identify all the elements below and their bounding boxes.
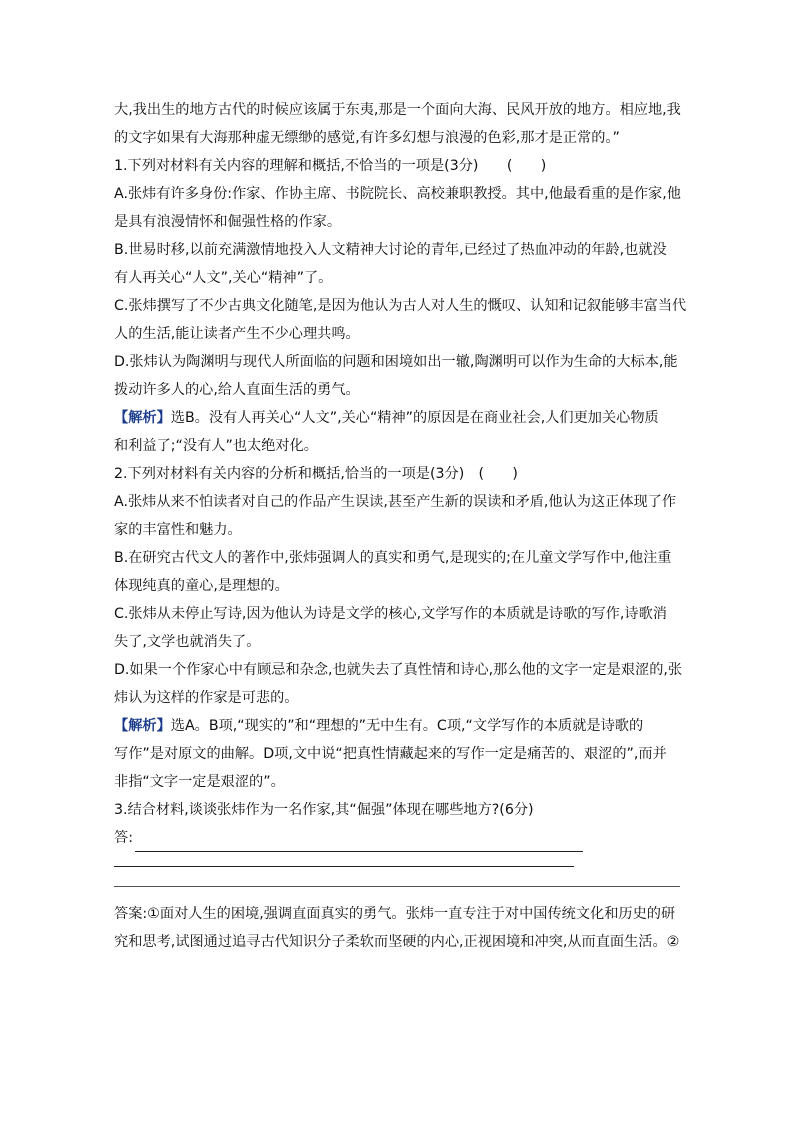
option-d-line: D.张炜认为陶渊明与现代人所面临的问题和困境如出一辙,陶渊明可以作为生命的大标本,能	[114, 354, 678, 370]
option-c-line: C.张炜撰写了不少古典文化随笔,是因为他认为古人对人生的慨叹、认知和记叙能够丰富当代	[114, 298, 687, 314]
option-d-line: D.如果一个作家心中有顾忌和杂念,也就失去了真性情和诗心,那么他的文字一定是艰涩的,张	[114, 662, 683, 678]
analysis-line: 非指“文字一定是艰涩的”。	[114, 774, 285, 790]
analysis-text: 选A。B项,“现实的”和“理想的”无中生有。C项,“文学写作的本质就是诗歌的	[170, 718, 644, 734]
option-d-line: 炜认为这样的作家是可悲的。	[114, 690, 299, 706]
option-c-line: C.张炜从未停止写诗,因为他认为诗是文学的核心,文学写作的本质就是诗歌的写作,诗歌消	[114, 606, 667, 622]
option-a-line: A.张炜有许多身份:作家、作协主席、书院院长、高校兼职教授。其中,他最看重的是作家,他	[114, 186, 681, 202]
divider-rule	[114, 886, 680, 887]
answer-label: 答案:	[114, 906, 148, 922]
analysis-label: 【解析】	[114, 718, 171, 734]
option-a-line: 家的丰富性和魅力。	[114, 522, 242, 538]
question-1-stem: 1.下列对材料有关内容的理解和概括,不恰当的一项是(3分) ( )	[114, 158, 547, 174]
analysis-line: 和利益了;“没有人”也太绝对化。	[114, 438, 318, 454]
option-c-line: 失了,文学也就消失了。	[114, 634, 261, 650]
answer-prefix: 答:	[114, 830, 133, 846]
option-b-line: 有人再关心“人文”,关心“精神”了。	[114, 270, 333, 286]
intro-line: 大,我出生的地方古代的时候应该属于东夷,那是一个面向大海、民风开放的地方。相应地,我	[114, 102, 681, 118]
analysis-line	[114, 404, 680, 432]
answer-blank-row	[114, 852, 680, 880]
intro-line: 的文字如果有大海那种虚无缥缈的感觉,有许多幻想与浪漫的色彩,那才是正常的。”	[114, 130, 620, 146]
answer-line: 究和思考,试图通过追寻古代知识分子柔软而坚硬的内心,正视困境和冲突,从而直面生活。②	[114, 934, 680, 950]
answer-blank-row	[114, 824, 680, 852]
question-2-stem: 2.下列对材料有关内容的分析和概括,恰当的一项是(3分) ( )	[114, 466, 518, 482]
option-b-line: B.世易时移,以前充满激情地投入人文精神大讨论的青年,已经过了热血冲动的年龄,也就没	[114, 242, 667, 258]
document-page	[114, 96, 687, 956]
answer-blank-line[interactable]	[135, 833, 583, 852]
option-c-line: 人的生活,能让读者产生不少心理共鸣。	[114, 326, 360, 342]
answer-blank-line[interactable]	[114, 866, 574, 867]
option-a-line: 是具有浪漫情怀和倔强性格的作家。	[114, 214, 342, 230]
option-a-line: A.张炜从来不怕读者对自己的作品产生误读,甚至产生新的误读和矛盾,他认为这正体现了作	[114, 494, 677, 510]
section-divider	[114, 880, 680, 900]
answer-line	[114, 900, 680, 928]
option-b-line: 体现纯真的童心,是理想的。	[114, 578, 289, 594]
analysis-text: 选B。没有人再关心“人文”,关心“精神”的原因是在商业社会,人们更加关心物质	[170, 410, 659, 426]
analysis-line	[114, 712, 680, 740]
option-d-line: 拨动许多人的心,给人直面生活的勇气。	[114, 382, 360, 398]
analysis-line: 写作”是对原文的曲解。D项,文中说“把真性情藏起来的写作一定是痛苦的、艰涩的”,而并	[114, 746, 667, 762]
answer-text: ①面对人生的困境,强调直面真实的勇气。张炜一直专注于对中国传统文化和历史的研	[147, 906, 676, 922]
option-b-line: B.在研究古代文人的著作中,张炜强调人的真实和勇气,是现实的;在儿童文学写作中,他注重	[114, 550, 672, 566]
question-3-stem: 3.结合材料,谈谈张炜作为一名作家,其“倔强”体现在哪些地方?(6分)	[114, 802, 534, 818]
analysis-label: 【解析】	[114, 410, 171, 426]
